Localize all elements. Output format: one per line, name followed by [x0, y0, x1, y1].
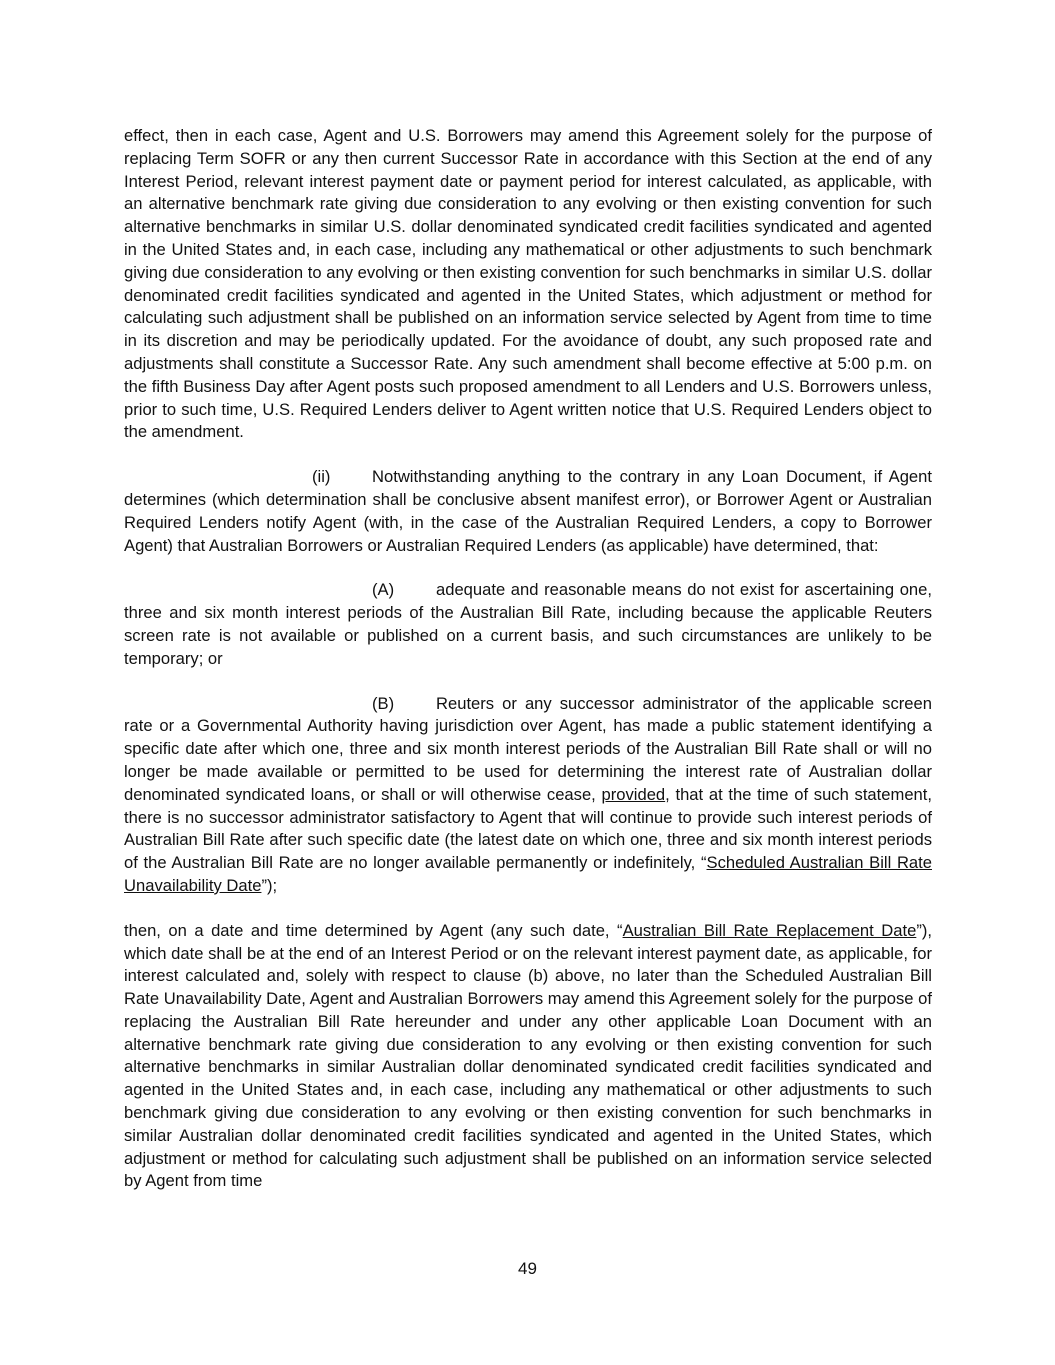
paragraph-ii	[124, 466, 932, 557]
paragraph-b	[124, 693, 932, 898]
provided-term: provided	[601, 784, 666, 804]
clause-a-text: adequate and reasonable means do not exist for ascertaining one, three and six month interest periods of the Australian Bill Rate, including because the applicable Reuters screen rate is not available or published on a current basis, and such circumstances are unlikely to be temporary; or	[124, 580, 932, 668]
paragraph-then	[124, 920, 932, 1194]
page-number: 49	[518, 1259, 537, 1278]
document-body	[124, 125, 932, 1193]
clause-number-a: (A)	[372, 580, 395, 600]
clause-ii-text: Notwithstanding anything to the contrary in any Loan Document, if Agent determines (which determination shall be conclusive absent manifest error), or Borrower Agent or Australian Required Lenders notify Agent (with, in the case of the Australian Required Lenders, a copy to Borrower Agent) that Australian Borrowers or Australian Required Lenders (as applicable) have determined, that:	[124, 467, 932, 555]
paragraph-a	[124, 579, 932, 670]
then-text-a: then, on a date and time determined by Agent (any such date, “	[124, 920, 623, 940]
paragraph-successor-rate: effect, then in each case, Agent and U.S. Borrowers may amend this Agreement solely for the purpose of replacing Term SOFR or any then current Successor Rate in accordance with this Section at the end of any Interest Period, relevant interest payment date or payment period for interest calculated, as applicable, with an alternative benchmark rate giving due consideration to any evolving or then existing convention for such alternative benchmarks in similar U.S. dollar denominated syndicated credit facilities syndicated and agented in the United States and, in each case, including any mathematical or other adjustments to such benchmark giving due consideration to any evolving or then existing convention for such benchmarks in similar U.S. dollar denominated credit facilities syndicated and agented in the United States, which adjustment or method for calculating such adjustment shall be published on an information service selected by Agent from time to time in its discretion and may be periodically updated. For the avoidance of doubt, any such proposed rate and adjustments shall constitute a Successor Rate. Any such amendment shall become effective at 5:00 p.m. on the fifth Business Day after Agent posts such proposed amendment to all Lenders and U.S. Borrowers unless, prior to such time, U.S. Required Lenders deliver to Agent written notice that U.S. Required Lenders object to the amendment.	[124, 126, 932, 442]
clause-b-text-a: Reuters or any successor administrator of the applicable screen rate or a Governmental Authority having jurisdiction over Agent, has made a public statement identifying a specific date after which one, three and six month interest periods of the Australian Bill Rate shall or will no longer be made available or permitted to be used for determining the interest rate of Australian dollar denominated syndicated loans, or shall or will otherwise cease,	[124, 693, 932, 804]
defined-term-unavailability-date: Scheduled Australian Bill Rate Unavailability Date	[124, 853, 932, 895]
defined-term-replacement-date: Australian Bill Rate Replacement Date	[622, 920, 917, 940]
clause-number-b: (B)	[372, 693, 395, 713]
clause-number-ii: (ii)	[312, 467, 331, 487]
clause-b-text-c: ”);	[261, 875, 278, 895]
then-text-b: ”), which date shall be at the end of an Interest Period or on the relevant interest payment date, as applicable, for interest calculated and, solely with respect to clause (b) above, no later than the Scheduled Australian Bill Rate Unavailability Date, Agent and Australian Borrowers may amend this Agreement solely for the purpose of replacing the Australian Bill Rate hereunder and under any other applicable Loan Document with an alternative benchmark rate giving due consideration to any evolving or then existing convention for such alternative benchmarks in similar Australian dollar denominated syndicated credit facilities syndicated and agented in the United States and, in each case, including any mathematical or other adjustments to such benchmark giving due consideration to any evolving or then existing convention for such benchmarks in similar Australian dollar denominated credit facilities syndicated and agented in the United States, which adjustment or method for calculating such adjustment shall be published on an information service selected by Agent from time	[124, 920, 932, 1191]
clause-b-text-b: , that at the time of such statement, there is no successor administrator satisfactory to Agent that will continue to provide such interest periods of Australian Bill Rate after such specific date (the latest date on which one, three and six month interest periods of the Australian Bill Rate are no longer available permanently or indefinitely, “	[124, 784, 932, 873]
